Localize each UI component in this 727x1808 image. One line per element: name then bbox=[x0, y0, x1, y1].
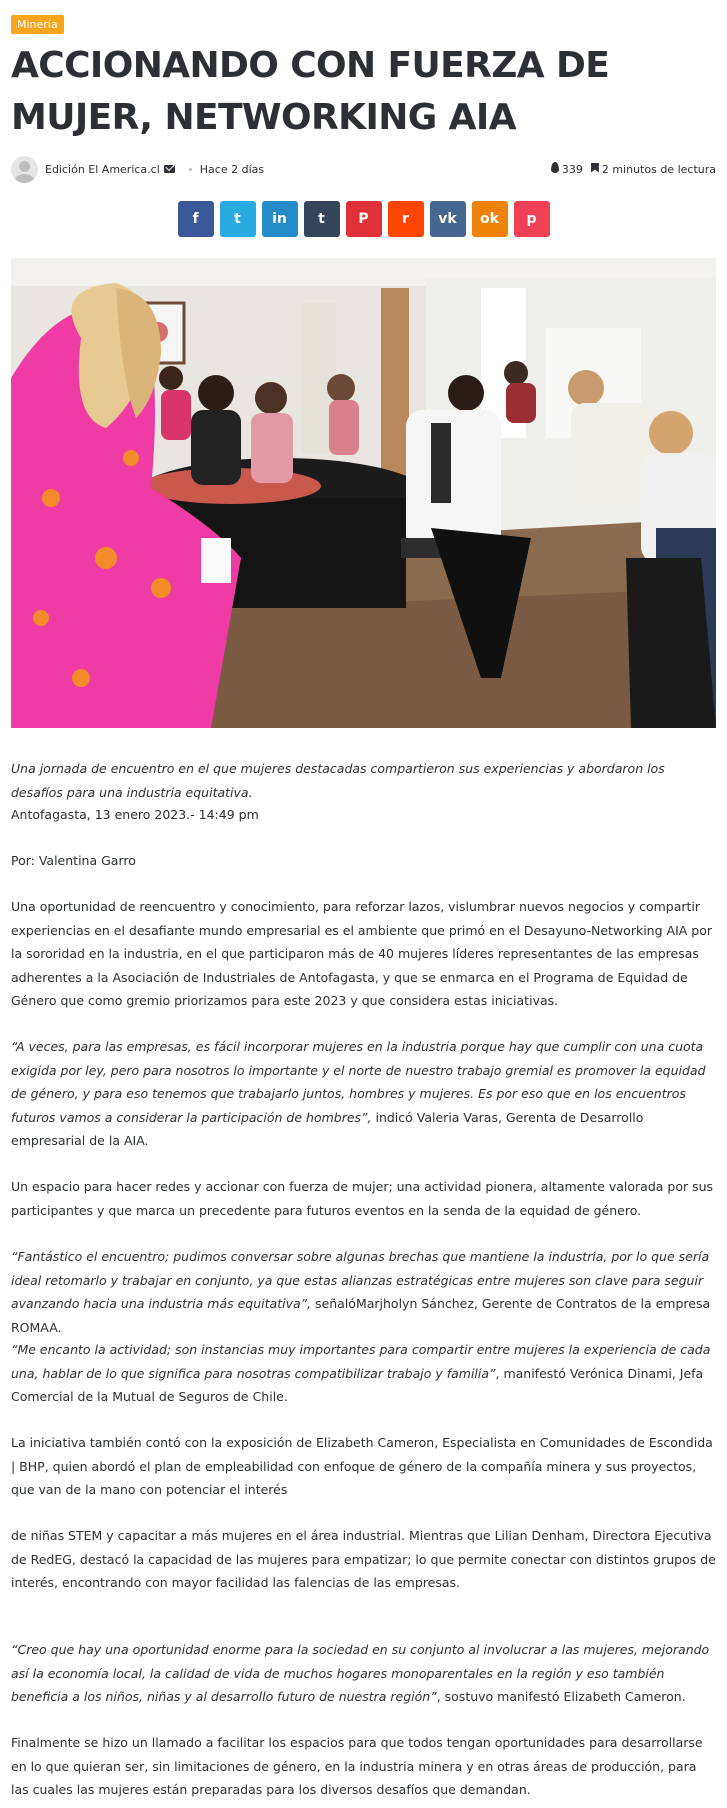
quote-attribution: , sostuvo manifestó Elizabeth Cameron. bbox=[436, 1689, 686, 1704]
quote-text: “Fantástico el encuentro; pudimos conversar sobre algunas brechas que mantiene la industria, por lo que sería ideal retomarlo y trabajar en conjunto, ya que estas alianzas estratégicas entre mujeres son clave para seguir avanzando hacia una industria más equitativa”, bbox=[11, 1249, 710, 1311]
article-paragraph: de niñas STEM y capacitar a más mujeres en el área industrial. Mientras que Lilian Denham, Directora Ejecutiva de RedEG, destacó la capacidad de las mujeres para empatizar; lo que permite conectar con distintos grupos de interés, encontrando con mayor facilidad las falencias de las empresas. bbox=[11, 1528, 716, 1590]
share-linkedin-button[interactable] bbox=[262, 201, 298, 237]
views-value: 339 bbox=[561, 163, 583, 176]
article-quote bbox=[11, 1035, 716, 1153]
quote-attribution: señalóMarjholyn Sánchez, Gerente de Contratos de la empresa ROMAA. bbox=[11, 1296, 711, 1335]
networking-event-photo bbox=[11, 258, 716, 728]
article-title: ACCIONANDO CON FUERZA DE MUJER, NETWORKING AIA bbox=[11, 45, 610, 138]
share-reddit-button[interactable] bbox=[388, 201, 424, 237]
linkedin-icon: in bbox=[272, 211, 287, 227]
share-twitter-button[interactable] bbox=[220, 201, 256, 237]
share-pinterest-button[interactable] bbox=[346, 201, 382, 237]
share-odnoklassniki-button[interactable] bbox=[472, 201, 508, 237]
read-time bbox=[591, 163, 716, 176]
article-byline: Por: Valentina Garro bbox=[11, 853, 136, 868]
reddit-icon: r bbox=[402, 211, 409, 227]
quote-text: “Me encanto la actividad; son instancias muy importantes para compartir entre mujeres la experiencia de cada una, hablar de lo que significa para nosotras compatibilizar trabajo y familia” bbox=[11, 1342, 711, 1381]
article-dateline: Antofagasta, 13 enero 2023.- 14:49 pm bbox=[11, 807, 259, 822]
read-time-value: 2 minutos de lectura bbox=[601, 162, 716, 176]
quote-text: “Creo que hay una oportunidad enorme para la sociedad en su conjunto al involucrar a las mujeres, mejorando así la economía local, la calidad de vida de muchos hogares monoparentales en la región y eso también beneficia a los niños, niñas y al desarrollo futuro de nuestra región” bbox=[11, 1642, 710, 1704]
tumblr-icon: t bbox=[318, 211, 325, 227]
article-lead bbox=[11, 757, 716, 804]
post-date: Hace 2 días bbox=[199, 162, 265, 176]
share-pocket-button[interactable] bbox=[514, 201, 550, 237]
share-vk-button[interactable] bbox=[430, 201, 466, 237]
category-badge[interactable]: Minería bbox=[11, 15, 64, 34]
quote-text: “A veces, para las empresas, es fácil incorporar mujeres en la industria porque hay que cumplir con una cuota exigida por ley, pero para nosotros lo importante y el norte de nuestro trabajo gremial es promover la equidad de género, y para eso tenemos que trabajarlo juntos, hombres y mujeres. Es por eso que en los encuentros futuros vamos a considerar la participación de hombres”, bbox=[11, 1039, 706, 1125]
share-buttons bbox=[0, 201, 727, 237]
pinterest-icon: P bbox=[358, 211, 369, 227]
pocket-icon: p bbox=[526, 211, 537, 227]
vk-icon: vk bbox=[438, 211, 457, 227]
article-paragraph: Finalmente se hizo un llamado a facilitar los espacios para que todos tengan oportunidades para desarrollarse en lo que quieran ser, sin limitaciones de género, en la industria minera y en otras áreas de producción, para las cuales las mujeres están preparadas para los diversos desafíos que demandan. bbox=[11, 1735, 703, 1797]
article-paragraph: La iniciativa también contó con la exposición de Elizabeth Cameron, Especialista en Comunidades de Escondida | BHP, quien abordó el plan de empleabilidad con enfoque de género de la compañía minera y sus proyectos, que van de la mano con potenciar el interés bbox=[11, 1435, 713, 1497]
odnoklassniki-icon: ok bbox=[480, 211, 499, 227]
facebook-icon: f bbox=[192, 211, 199, 227]
article-quote bbox=[11, 1638, 716, 1709]
lead-text: Una jornada de encuentro en el que mujeres destacadas compartieron sus experiencias y abordaron los desafíos para una industria equitativa. bbox=[11, 761, 665, 800]
author-avatar[interactable] bbox=[11, 156, 38, 183]
flame-icon bbox=[551, 162, 559, 173]
hero-image bbox=[11, 258, 716, 728]
share-tumblr-button[interactable] bbox=[304, 201, 340, 237]
article-paragraph: Una oportunidad de reencuentro y conocimiento, para reforzar lazos, vislumbrar nuevos negocios y compartir experiencias en el desafiante mundo empresarial es el ambiente que primó en el Desayuno-Networking AIA por la sororidad en la industria, en el que participaron más de 40 mujeres líderes representantes de las empresas adherentes a la Asociación de Industriales de Antofagasta, y que se enmarca en el Programa de Equidad de Género que como gremio priorizamos para este 2023 y que considera estas iniciativas. bbox=[11, 899, 712, 1008]
quote-attribution: indicó Valeria Varas, Gerenta de Desarrollo empresarial de la AIA. bbox=[11, 1109, 644, 1148]
article-quote bbox=[11, 1338, 716, 1409]
views-count bbox=[551, 162, 583, 176]
quote-attribution: , manifestó Verónica Dinami, Jefa Comercial de la Mutual de Seguros de Chile. bbox=[11, 1365, 704, 1404]
article-paragraph: Un espacio para hacer redes y accionar con fuerza de mujer; una actividad pionera, altamente valorada por sus participantes y que marca un precedente para futuros eventos en la senda de la equidad de género. bbox=[11, 1179, 714, 1218]
share-facebook-button[interactable] bbox=[178, 201, 214, 237]
bookmark-icon bbox=[591, 163, 599, 173]
meta-separator bbox=[189, 168, 192, 171]
article-quote bbox=[11, 1245, 716, 1339]
author-link[interactable]: Edición El America.cl bbox=[45, 162, 160, 176]
post-stats bbox=[551, 162, 716, 176]
mail-icon[interactable] bbox=[164, 165, 175, 173]
twitter-icon: t bbox=[234, 211, 241, 227]
post-meta bbox=[11, 155, 716, 183]
